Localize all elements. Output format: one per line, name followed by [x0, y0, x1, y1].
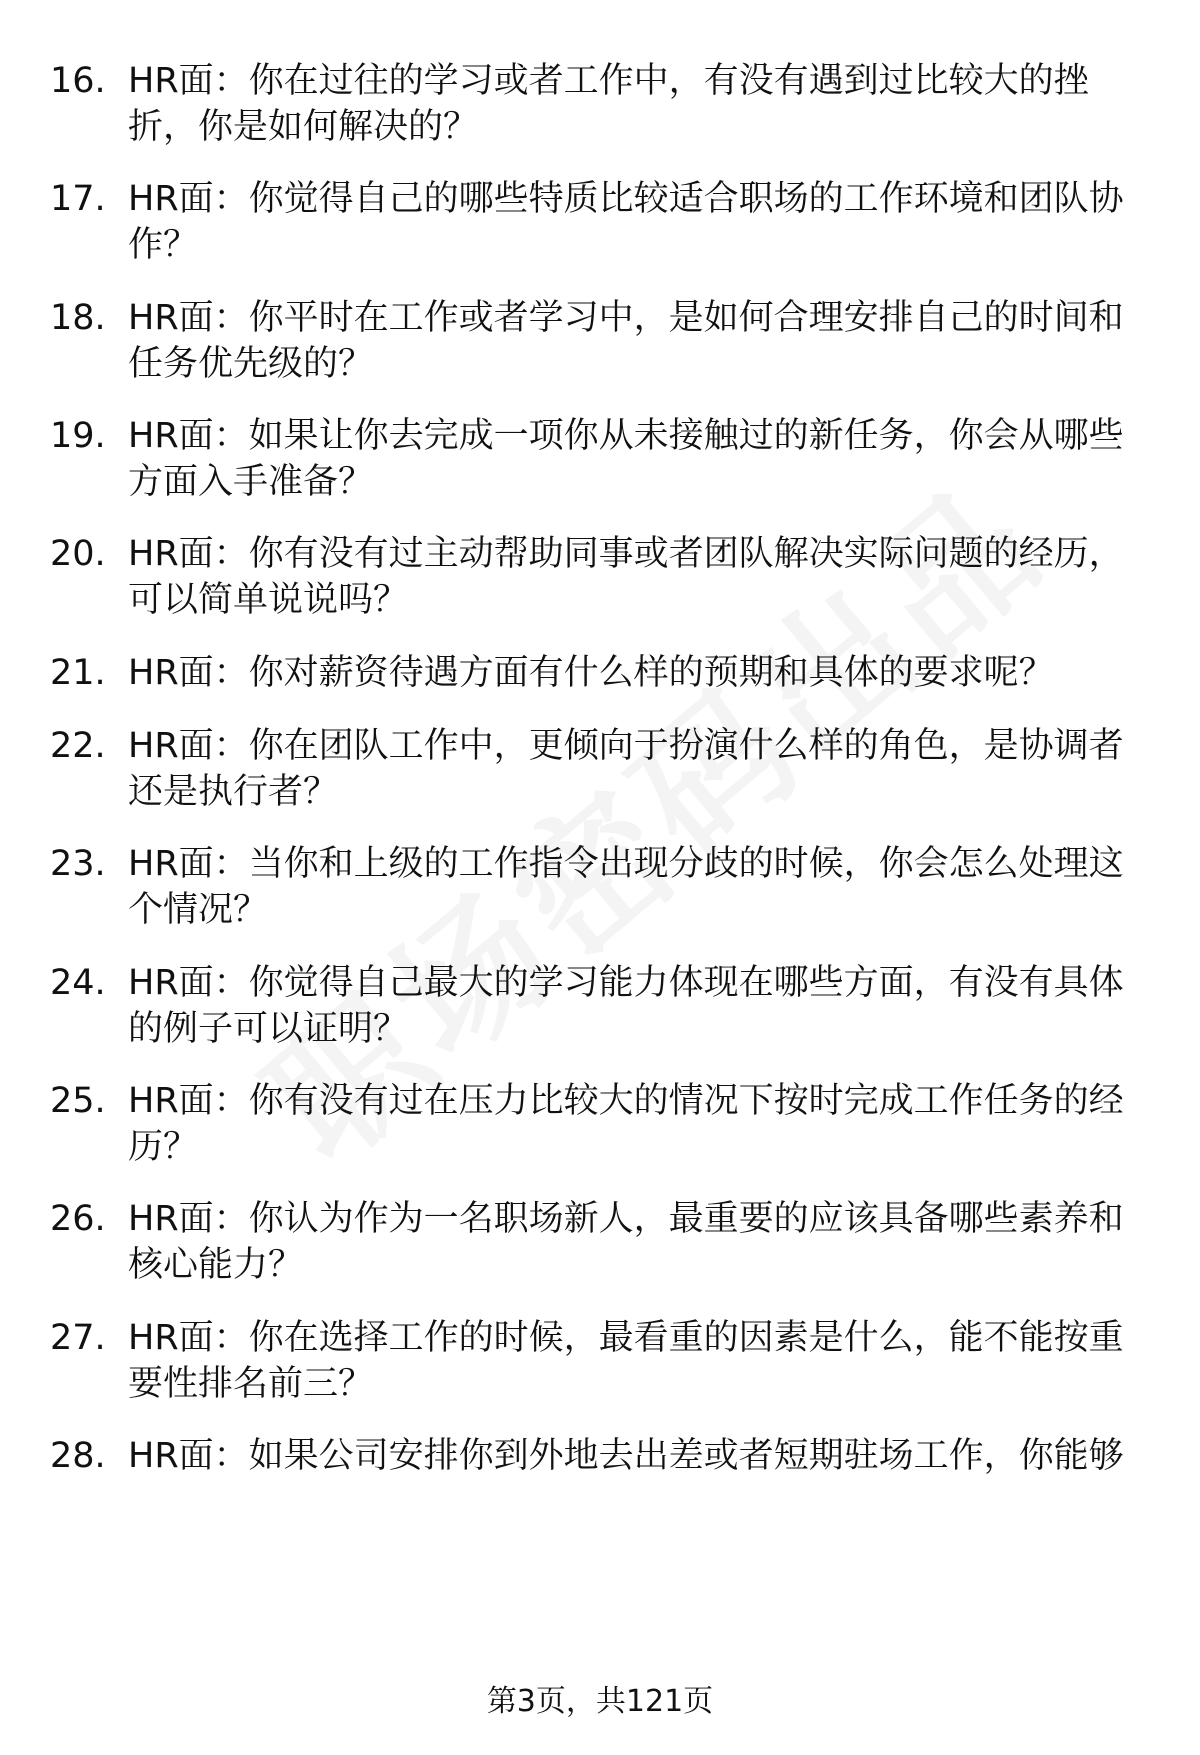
question-text: HR面：你觉得自己最大的学习能力体现在哪些方面，有没有具体的例子可以证明？: [128, 963, 1124, 1049]
question-number: 22.: [50, 726, 106, 766]
question-number: 18.: [50, 298, 106, 338]
question-number: 20.: [50, 534, 106, 574]
question-number: 27.: [50, 1318, 106, 1358]
question-text: HR面：你在过往的学习或者工作中，有没有遇到过比较大的挫折，你是如何解决的？: [128, 61, 1089, 147]
page-number-footer: 第3页，共121页: [486, 1684, 714, 1719]
question-number: 23.: [50, 844, 106, 884]
question-text: HR面：你觉得自己的哪些特质比较适合职场的工作环境和团队协作？: [128, 179, 1124, 265]
question-text: HR面：你有没有过主动帮助同事或者团队解决实际问题的经历，可以简单说说吗？: [128, 534, 1124, 620]
question-text: HR面：如果公司安排你到外地去出差或者短期驻场工作，你能够: [128, 1436, 1124, 1476]
question-text: HR面：当你和上级的工作指令出现分歧的时候，你会怎么处理这个情况？: [128, 844, 1124, 930]
question-number: 21.: [50, 653, 106, 693]
question-number: 19.: [50, 416, 106, 456]
question-number: 16.: [50, 61, 106, 101]
question-text: HR面：你对薪资待遇方面有什么样的预期和具体的要求呢？: [128, 653, 1054, 693]
question-number: 24.: [50, 963, 106, 1003]
question-text: HR面：你认为作为一名职场新人，最重要的应该具备哪些素养和核心能力？: [128, 1199, 1124, 1285]
question-number: 25.: [50, 1081, 106, 1121]
question-number: 17.: [50, 179, 106, 219]
question-text: HR面：如果让你去完成一项你从未接触过的新任务，你会从哪些方面入手准备？: [128, 416, 1124, 502]
question-text: HR面：你在选择工作的时候，最看重的因素是什么，能不能按重要性排名前三？: [128, 1318, 1124, 1404]
question-text: HR面：你在团队工作中，更倾向于扮演什么样的角色，是协调者还是执行者？: [128, 726, 1124, 812]
question-text: HR面：你有没有过在压力比较大的情况下按时完成工作任务的经历？: [128, 1081, 1124, 1167]
question-text: HR面：你平时在工作或者学习中，是如何合理安排自己的时间和任务优先级的？: [128, 298, 1124, 384]
question-number: 26.: [50, 1199, 106, 1239]
question-number: 28.: [50, 1436, 106, 1476]
